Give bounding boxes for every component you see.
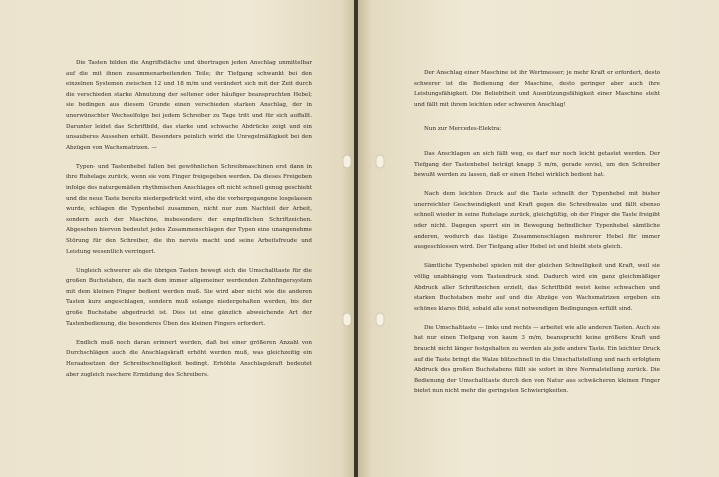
left-paragraph-3: Ungleich schwerer als die übrigen Tasten bewegt sich die Umschalttaste für die großen Buchstaben, die nach dem immer allgemeiner werdenden Zehnfingersystem mit dem kleinen Finger bedient werden muß. Sie wird aber nicht wie die anderen Tasten kurz angeschlagen, sondern muß solange niedergehalten werden, bis der große Buchstabe abgedruckt ist. Dies ist eine gänzlich abweichende Art der Tastenbedienung, die besonderes Üben des kleinen Fingers erfordert. (66, 267, 312, 327)
binding-hole-left-bottom (343, 313, 351, 326)
left-page-text (66, 58, 312, 389)
left-paragraph-1: Die Tasten bilden die Angriffsfläche und übertragen jeden Anschlag unmittelbar auf die mit ihnen zusammenarbeitenden Teile; ihr Tiefgang schwankt bei den einzelnen Systemen zwischen 12 und 18 m/m und verändert sich mit der Zeit durch die verschieden starke Abnutzung der seltener oder häufiger beanspruchten Hebel; sie bedingen aus diesem Grunde einen verschieden starken Anschlag, der in unerwünschter Wechselfolge bei jedem Schreiber zu Tage tritt und für sich auffallt. Darunter leidet das Schriftbild, das starke und schwache Abdrücke zeigt und ein unsauberes Aussehen erhält. Besonders peinlich wirkt die Unregelmäßigkeit bei den Abzügen von Wachsmatrizen. — (66, 60, 312, 151)
right-paragraph-4: Sämtliche Typenhebel spielen mit der gleichen Schnelligkeit und Kraft, weil sie völlig unabhängig vom Tastendruck sind. Dadurch wird ein ganz gleichmäßiger Abdruck aller Schriftzeichen erzielt, das Schriftbild weist keine schwachen und starken Buchstaben mehr auf und die Abzüge von Wachsmatrizen ergeben ein schönes klares Bild, sobald alle sonst notwendigen Bedingungen erfüllt sind. (414, 263, 660, 312)
right-subheading: Nun zur Mercedes-Elektra: (424, 126, 502, 133)
binding-hole-left-top (343, 155, 351, 168)
right-paragraph-1: Der Anschlag einer Maschine ist ihr Wertmesser; je mehr Kraft er erfordert, desto schwerer ist die Bedienung der Maschine, desto geringer aber auch ihre Leistungsfähigkeit. Die Beliebtheit und Ausnützungsfähigkeit einer Maschine steht und fällt mit ihrem leichten oder schweren Anschlag! (414, 70, 660, 108)
right-page-text (414, 68, 660, 405)
binding-hole-right-top (376, 155, 384, 168)
right-paragraph-3: Nach dem leichten Druck auf die Taste schnellt der Typenhebel mit bisher unerreichter Geschwindigkeit und Kraft gegen die Schreibwalze und fällt ebenso schnell wieder in seine Ruhelage zurück, gleichgültig, ob der Finger die Taste freigibt oder nicht. Dagegen sperrt ein in Bewegung befindlicher Typenhebel sämtliche anderen, wodurch das lästige Zusammenschlagen mehrerer Hebel für immer ausgeschlossen wird. Der Tiefgang aller Hebel ist und bleibt stets gleich. (414, 191, 660, 251)
right-paragraph-5: Die Umschalttaste — links und rechts — arbeitet wie alle anderen Tasten. Auch sie hat nur einen Tiefgang von kaum 3 m/m, beansprucht keine größere Kraft und braucht nicht länger festgehalten zu werden als jede andere Taste. Ein leichter Druck auf die Taste bringt die Walze blitzschnell in die Umschaltstellung und nach erfolgtem Abdruck des großen Buchstabens fällt sie sofort in ihre Normalstellung zurück. Die Bedienung der Umschalttaste durch den von Natur aus schwächeren kleinen Finger bietet nun nicht mehr die geringsten Schwierigkeiten. (414, 324, 660, 395)
binding-hole-right-bottom (376, 313, 384, 326)
left-paragraph-4: Endlich muß noch daran erinnert werden, daß bei einer größeren Anzahl von Durchschlägen auch die Anschlagskraft erhöht werden muß, was gleichzeitig ein Heraabsetzen der Schreibschnelligkeit bedingt. Erhöhte Anschlagskraft bedeutet aber zugleich raschere Ermüdung des Schreibers. (66, 339, 312, 378)
left-paragraph-2: Typen- und Tastenhebel fallen bei gewöhnlichen Schreibmaschinen erst dann in ihre Ruhelage zurück, wenn sie vom Finger freigegeben werden. Da dieses Freigeben infolge des naturgemäßen rhythmischen Anschlages oft nicht schnell genug geschieht und die neue Taste bereits niedergedrückt wird, ehe die vorhergegangene losgelassen wurde, schlagen die Typenhebel zusammen, nicht nur zum Nachteil der Arbeit, sondern auch der Maschine, insbesondere der empfindlichen Schriftzeichen. Abgesehen hiervon bedeutet jedes Zusammenschlagen der Typen eine unangenehme Störung für den Schreiber, die ihn nervös macht und seine Arbeitsfreude und Leistung wesentlich verringert. (66, 163, 312, 255)
right-paragraph-2: Das Anschlagen an sich fällt weg, es darf nur noch leicht getastet werden. Der Tiefgang der Tastenhebel beträgt knapp 3 m/m, gerade soviel, um den Schreiber bewußt werden zu lassen, daß er einen Hebel wirklich bedient hat. (414, 150, 660, 179)
